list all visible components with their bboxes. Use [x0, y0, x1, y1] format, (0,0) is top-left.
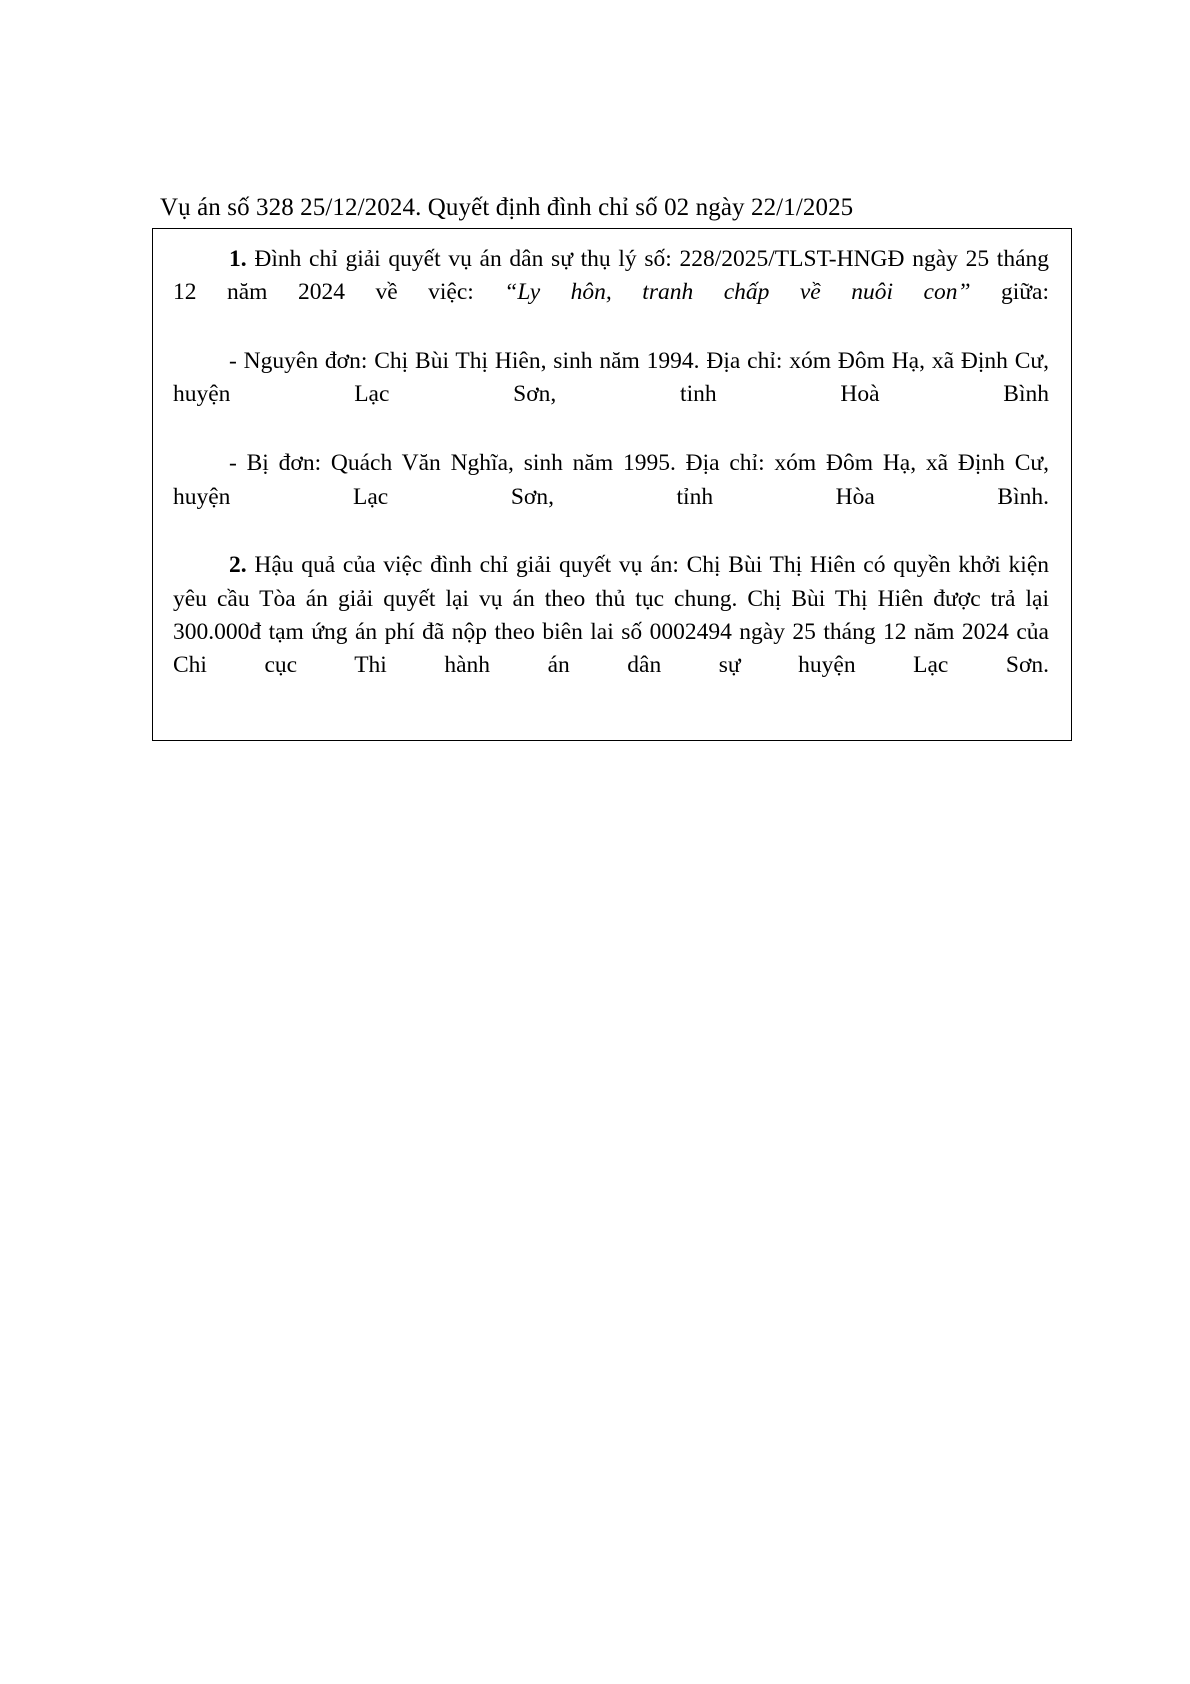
defendant-text: - Bị đơn: Quách Văn Nghĩa, sinh năm 1995. Địa chỉ: xóm Đôm Hạ, xã Định Cư, huyện Lạc Sơn, tỉnh Hòa Bình. — [173, 450, 1049, 510]
paragraph-plaintiff — [173, 345, 1049, 445]
item-text-1-after: giữa: — [1001, 279, 1049, 306]
paragraph-defendant — [173, 447, 1049, 547]
item-number-2: 2. — [229, 552, 247, 579]
item-text-1-italic: “Ly hôn, tranh chấp về nuôi con” — [504, 279, 971, 306]
item-text-2: Hậu quả của việc đình chỉ giải quyết vụ án: Chị Bùi Thị Hiên có quyền khởi kiện yêu cầu Tòa án giải quyết lại vụ án theo thủ tục chung. Chị Bùi Thị Hiên được trả lại 300.000đ tạm ứng án phí đã nộp theo biên lai số 0002494 ngày 25 tháng 12 năm 2024 của Chi cục Thi hành án dân sự huyện Lạc Sơn. — [173, 552, 1049, 679]
paragraph-item-1 — [173, 243, 1049, 343]
item-text-1-before: Đình chỉ giải quyết vụ án dân sự thụ lý số: 228/2025/TLST-HNGĐ ngày 25 tháng 12 năm 2024 về việc: — [173, 246, 1049, 306]
item-number-1: 1. — [229, 246, 247, 272]
plaintiff-text: - Nguyên đơn: Chị Bùi Thị Hiên, sinh năm 1994. Địa chỉ: xóm Đôm Hạ, xã Định Cư, huyện Lạc Sơn, tinh Hoà Bình — [173, 348, 1049, 408]
paragraph-item-2 — [173, 549, 1049, 716]
page-title: Vụ án số 328 25/12/2024. Quyết định đình chỉ số 02 ngày 22/1/2025 — [160, 194, 854, 221]
decision-content-box — [152, 228, 1072, 741]
